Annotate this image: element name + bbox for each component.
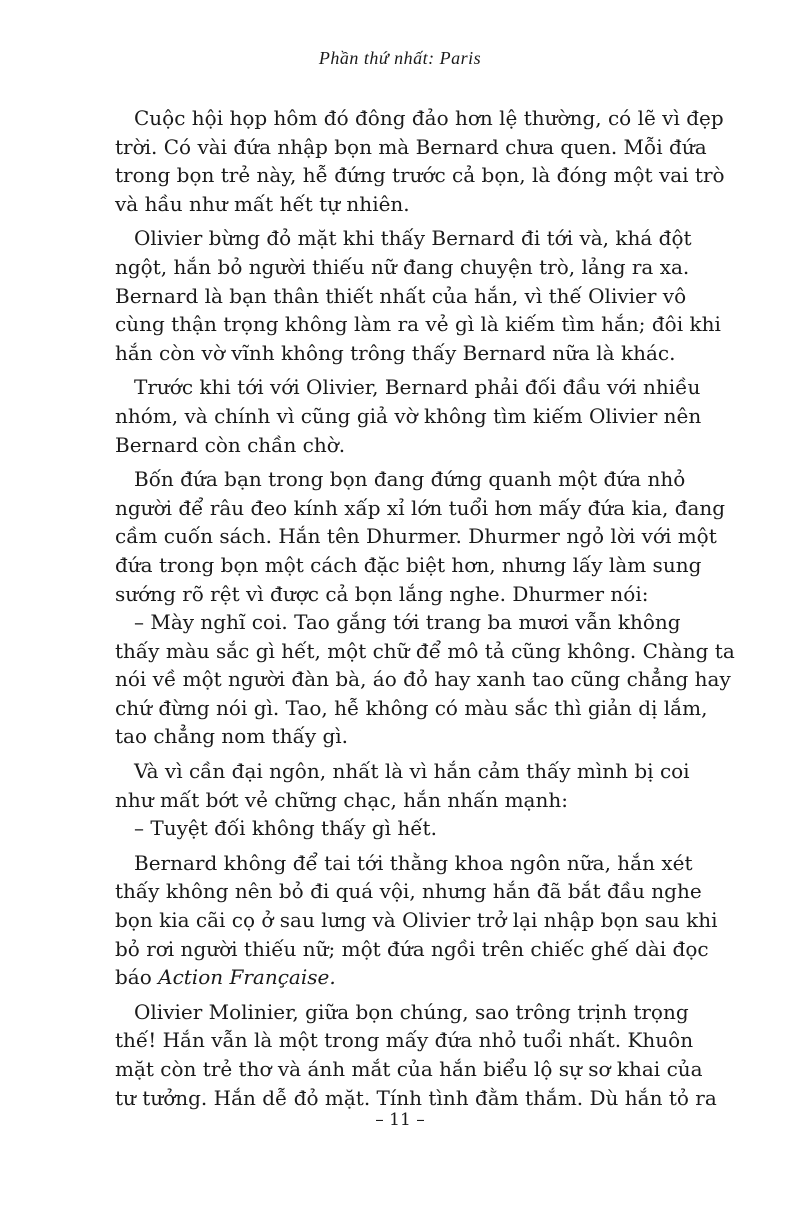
text-line: Bernard còn chần chờ. <box>115 432 346 457</box>
text-line: nói về một người đàn bà, áo đỏ hay xanh tao cũng chẳng hay <box>115 667 731 692</box>
text-line: như mất bớt vẻ chững chạc, hắn nhấn mạnh: <box>115 787 568 812</box>
text-line: – Mày nghĩ coi. Tao gắng tới trang ba mươi vẫn không <box>134 610 681 635</box>
text-line: Olivier bừng đỏ mặt khi thấy Bernard đi tới và, khá đột <box>134 226 692 251</box>
text-line: Olivier Molinier, giữa bọn chúng, sao trông trịnh trọng <box>134 999 689 1024</box>
text-line: chứ đừng nói gì. Tao, hễ không có màu sắc thì giản dị lắm, <box>115 695 708 720</box>
text-line: – Tuyệt đối không thấy gì hết. <box>134 816 437 841</box>
text-line: và hầu như mất hết tự nhiên. <box>115 191 410 216</box>
text-line: Bốn đứa bạn trong bọn đang đứng quanh một đứa nhỏ <box>134 467 686 492</box>
text-line: hắn còn vờ vĩnh không trông thấy Bernard nữa là khác. <box>115 340 676 365</box>
text-line: Và vì cần đại ngôn, nhất là vì hắn cảm thấy mình bị coi <box>134 759 690 784</box>
text-line: người để râu đeo kính xấp xỉ lớn tuổi hơn mấy đứa kia, đang <box>115 495 726 520</box>
text-line: ngột, hắn bỏ người thiếu nữ đang chuyện trò, lảng ra xa. <box>115 254 690 279</box>
newspaper-title: Action Française. <box>158 965 336 990</box>
text-line: đứa trong bọn một cách đặc biệt hơn, nhưng lấy làm sung <box>115 552 702 577</box>
text-line: tư tưởng. Hắn dễ đỏ mặt. Tính tình đằm thắm. Dù hắn tỏ ra <box>115 1085 717 1110</box>
text-line: tao chẳng nom thấy gì. <box>115 724 349 749</box>
text-run: báo <box>115 965 159 990</box>
text-line: trời. Có vài đứa nhập bọn mà Bernard chưa quen. Mỗi đứa <box>115 134 707 159</box>
text-line: thấy không nên bỏ đi quá vội, nhưng hắn đã bắt đầu nghe <box>115 879 702 904</box>
text-line: trong bọn trẻ này, hễ đứng trước cả bọn, là đóng một vai trò <box>115 163 725 188</box>
running-header: Phần thứ nhất: Paris <box>318 48 482 68</box>
text-line: mặt còn trẻ thơ và ánh mắt của hắn biểu lộ sự sơ khai của <box>115 1057 703 1081</box>
text-line <box>115 963 675 992</box>
text-line: bọn kia cãi cọ ở sau lưng và Olivier trở lại nhập bọn sau khi <box>115 908 718 933</box>
text-line: thế! Hắn vẫn là một trong mấy đứa nhỏ tuổi nhất. Khuôn <box>115 1028 694 1053</box>
text-line: bỏ rơi người thiếu nữ; một đứa ngồi trên chiếc ghế dài đọc <box>115 936 709 961</box>
text-line: sướng rõ rệt vì được cả bọn lắng nghe. Dhurmer nói: <box>115 581 649 606</box>
text-line: cầm cuốn sách. Hắn tên Dhurmer. Dhurmer ngỏ lời với một <box>115 524 717 549</box>
text-line: thấy màu sắc gì hết, một chữ để mô tả cũng không. Chàng ta <box>115 638 735 663</box>
page-number: – 11 – <box>375 1110 425 1130</box>
text-line: Cuộc hội họp hôm đó đông đảo hơn lệ thường, có lẽ vì đẹp <box>134 106 724 130</box>
text-line: Trước khi tới với Olivier, Bernard phải đối đầu với nhiều <box>134 375 701 400</box>
text-line: Bernard là bạn thân thiết nhất của hắn, vì thế Olivier vô <box>115 283 687 308</box>
body-text <box>115 104 735 1112</box>
text-line: cùng thận trọng không làm ra vẻ gì là kiếm tìm hắn; đôi khi <box>115 312 721 337</box>
text-line: Bernard không để tai tới thằng khoa ngôn nữa, hắn xét <box>134 850 693 875</box>
text-line: nhóm, và chính vì cũng giả vờ không tìm kiếm Olivier nên <box>115 403 702 428</box>
